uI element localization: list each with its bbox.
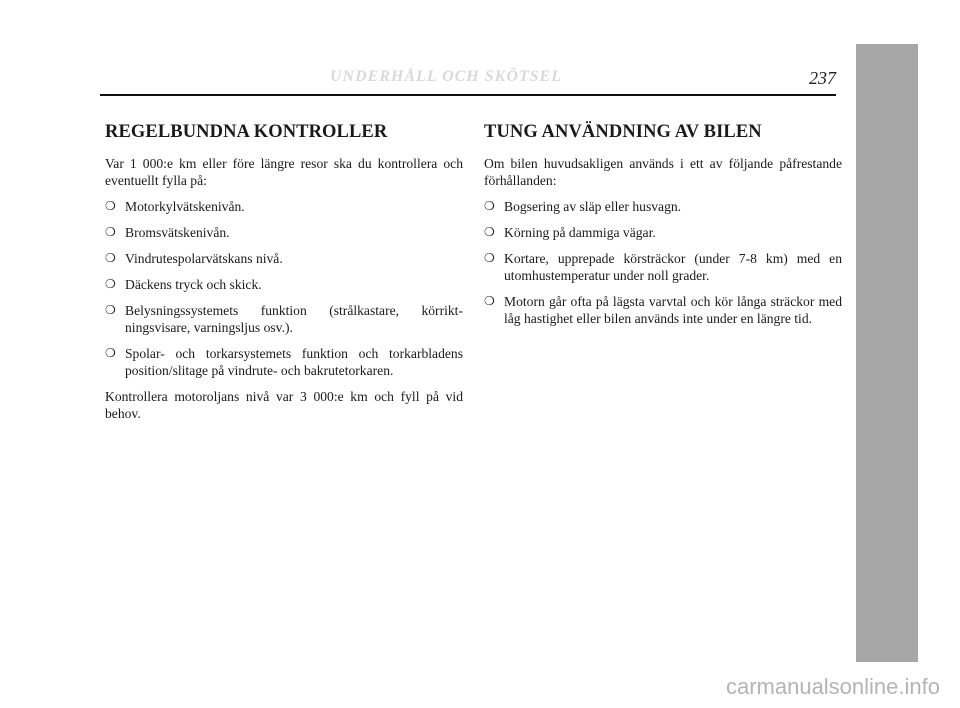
bullet-icon: ❍ [105, 199, 116, 213]
section-title: UNDERHÅLL OCH SKÖTSEL [330, 68, 562, 85]
list-item: ❍ Bromsvätskenivån. [105, 225, 230, 240]
list-item: ❍ Vindrutespolarvätskans nivå. [105, 251, 283, 266]
page-number: 237 [809, 68, 836, 88]
bullet-icon: ❍ [105, 346, 116, 360]
list-item: ❍ Däckens tryck och skick. [105, 277, 262, 292]
oil-check-paragraph: Kontrollera motoroljans nivå var 3 000:e km och fyll på vid behov. [105, 389, 463, 421]
bullet-icon: ❍ [105, 277, 116, 291]
list-item: ❍ Bogsering av släp eller husvagn. [484, 199, 682, 214]
list-item: ❍ Kortare, upprepade körsträckor (under 7-8 km) med en utomhustemperatur under noll grader. [484, 251, 842, 283]
bullet-icon: ❍ [484, 251, 495, 265]
check-list [105, 198, 463, 379]
left-column [105, 122, 463, 431]
list-item: ❍ Motorn går ofta på lägsta varvtal och kör långa sträckor med låg hastighet eller bilen används inte under en längre tid. [484, 294, 842, 326]
bullet-icon: ❍ [484, 199, 495, 213]
bullet-icon: ❍ [105, 303, 116, 317]
list-item: ❍ Belysningssystemets funktion (strålkastare, körriktningsvisare, varningsljus osv.). [105, 303, 463, 335]
section-heading-heavy-use: TUNG ANVÄNDNING AV BILEN [484, 122, 762, 142]
list-item: ❍ Spolar- och torkarsystemets funktion och torkarbladens position/slitage på vindrute- och bakrutetorkaren. [105, 346, 463, 378]
section-heading-regular-checks: REGELBUNDNA KONTROLLER [105, 122, 388, 142]
intro-paragraph: Om bilen huvudsakligen används i ett av följande påfrestande förhållanden: [484, 156, 842, 188]
bullet-icon: ❍ [484, 225, 495, 239]
header-rule [100, 94, 836, 96]
list-item: ❍ Körning på dammiga vägar. [484, 225, 656, 240]
bullet-icon: ❍ [105, 251, 116, 265]
intro-paragraph: Var 1 000:e km eller före längre resor ska du kontrollera och eventuellt fylla på: [105, 156, 463, 188]
page-header [100, 64, 836, 96]
list-item: ❍ Motorkylvätskenivån. [105, 199, 245, 214]
bullet-icon: ❍ [484, 294, 495, 308]
conditions-list [484, 198, 842, 327]
right-column [484, 122, 842, 336]
watermark: carmanualsonline.info [725, 674, 940, 699]
bullet-icon: ❍ [105, 225, 116, 239]
side-tab [856, 44, 918, 662]
